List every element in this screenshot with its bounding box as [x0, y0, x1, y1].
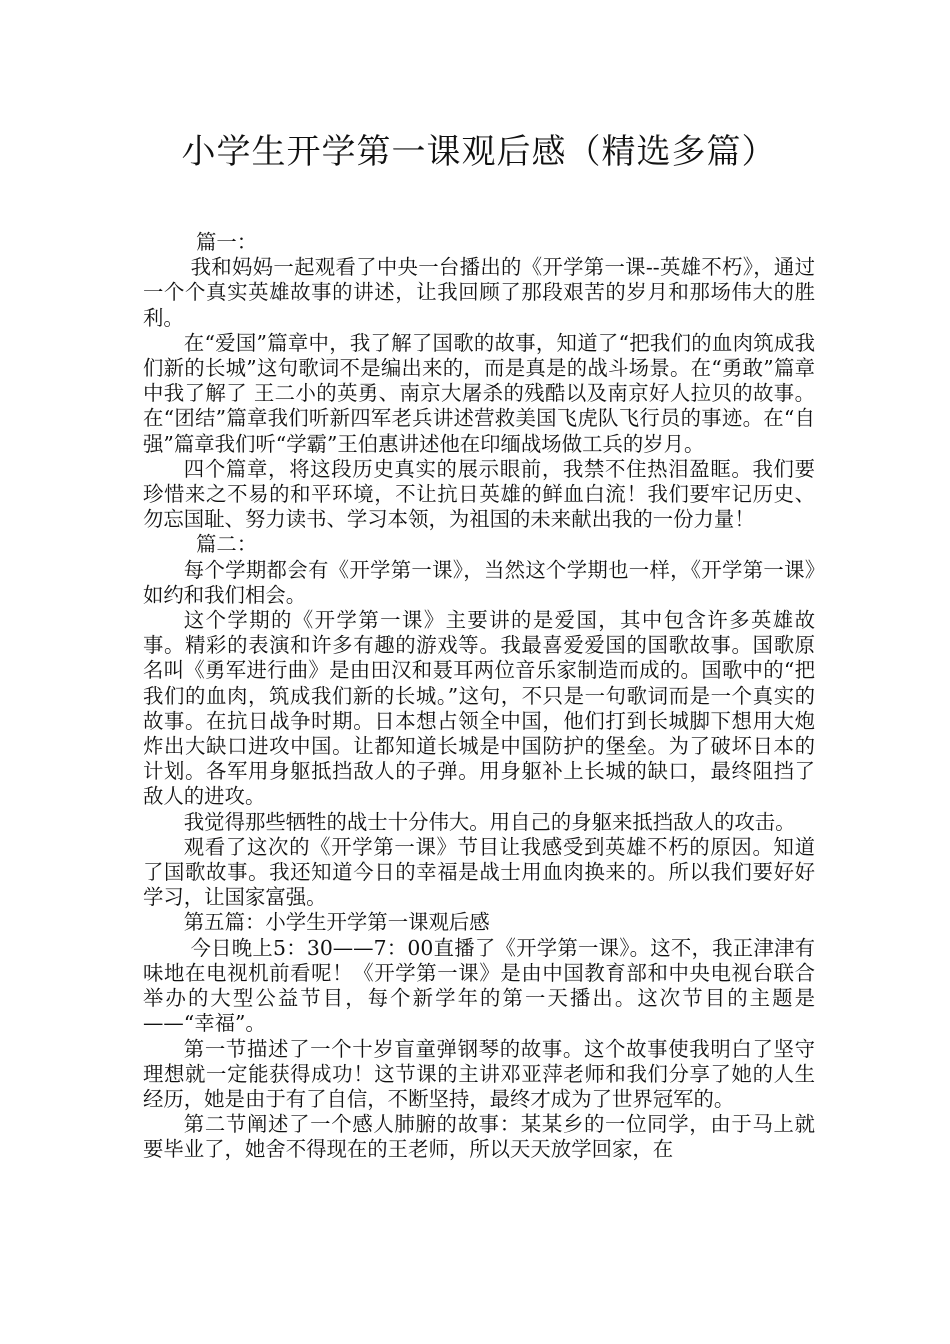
paragraph: 第一节描述了一个十岁盲童弹钢琴的故事。这个故事使我明白了坚守理想就一定能获得成功！这节课的主讲邓亚萍老师和我们分享了她的人生经历，她是由于有了自信，不断坚持，最终才成为了世界冠军的。 [143, 1036, 815, 1111]
paragraph: 这个学期的《开学第一课》主要讲的是爱国，其中包含许多英雄故事。精彩的表演和许多有趣的游戏等。我最喜爱爱国的国歌故事。国歌原名叫《勇军进行曲》是由田汉和聂耳两位音乐家制造而成的。国歌中的“把我们的血肉，筑成我们新的长城。”这句，不只是一句歌词而是一个真实的故事。在抗日战争时期。日本想占领全中国，他们打到长城脚下想用大炮炸出大缺口进攻中国。让都知道长城是中国防护的堡垒。为了破坏日本的计划。各军用身躯抵挡敌人的子弹。用身躯补上长城的缺口，最终阻挡了敌人的进攻。 [143, 608, 815, 809]
paragraph: 我和妈妈一起观看了中央一台播出的《开学第一课--英雄不朽》，通过一个个真实英雄故事的讲述，让我回顾了那段艰苦的岁月和那场伟大的胜利。 [143, 255, 816, 330]
paragraph: 每个学期都会有《开学第一课》，当然这个学期也一样，《开学第一课》如约和我们相会。 [143, 557, 815, 607]
paragraph: 第二节阐述了一个感人肺腑的故事：某某乡的一位同学，由于马上就要毕业了，她舍不得现在的王老师，所以天天放学回家，在 [143, 1112, 815, 1162]
document-body [143, 230, 815, 1163]
paragraph: 四个篇章，将这段历史真实的展示眼前，我禁不住热泪盈眶。我们要珍惜来之不易的和平环境，不让抗日英雄的鲜血白流！我们要牢记历史、勿忘国耻、努力读书、学习本领，为祖国的未来献出我的一份力量！ [143, 456, 815, 532]
section-heading-1: 篇一： [196, 230, 258, 254]
paragraph: 今日晚上5：30——7：00直播了《开学第一课》。这不，我正津津有味地在电视机前看呢！《开学第一课》是由中国教育部和中央电视台联合举办的大型公益节目，每个新学年的第一天播出。这次节目的主题是——“幸福”。 [143, 935, 815, 1036]
paragraph: 我觉得那些牺牲的战士十分伟大。用自己的身躯来抵挡敌人的攻击。 [183, 809, 796, 834]
document-title: 小学生开学第一课观后感（精选多篇） [181, 132, 777, 172]
paragraph: 观看了这次的《开学第一课》节目让我感受到英雄不朽的原因。知道了国歌故事。我还知道今日的幸福是战士用血肉换来的。所以我们要好好学习，让国家富强。 [143, 834, 815, 910]
section-heading-5: 第五篇：小学生开学第一课观后感 [183, 910, 490, 935]
section-heading-2: 篇二： [196, 532, 258, 557]
paragraph: 在“爱国”篇章中，我了解了国歌的故事，知道了“把我们的血肉筑成我们新的长城”这句歌词不是编出来的，而是真是的战斗场景。在“勇敢”篇章中我了解了 王二小的英勇、南京大屠杀的残酷以及南京好人拉贝的故事。在“团结”篇章我们听新四军老兵讲述营救美国飞虎队飞行员的事迹。在“自强”篇章我们听“学霸”王伯惠讲述他在印缅战场做工兵的岁月。 [143, 330, 815, 456]
